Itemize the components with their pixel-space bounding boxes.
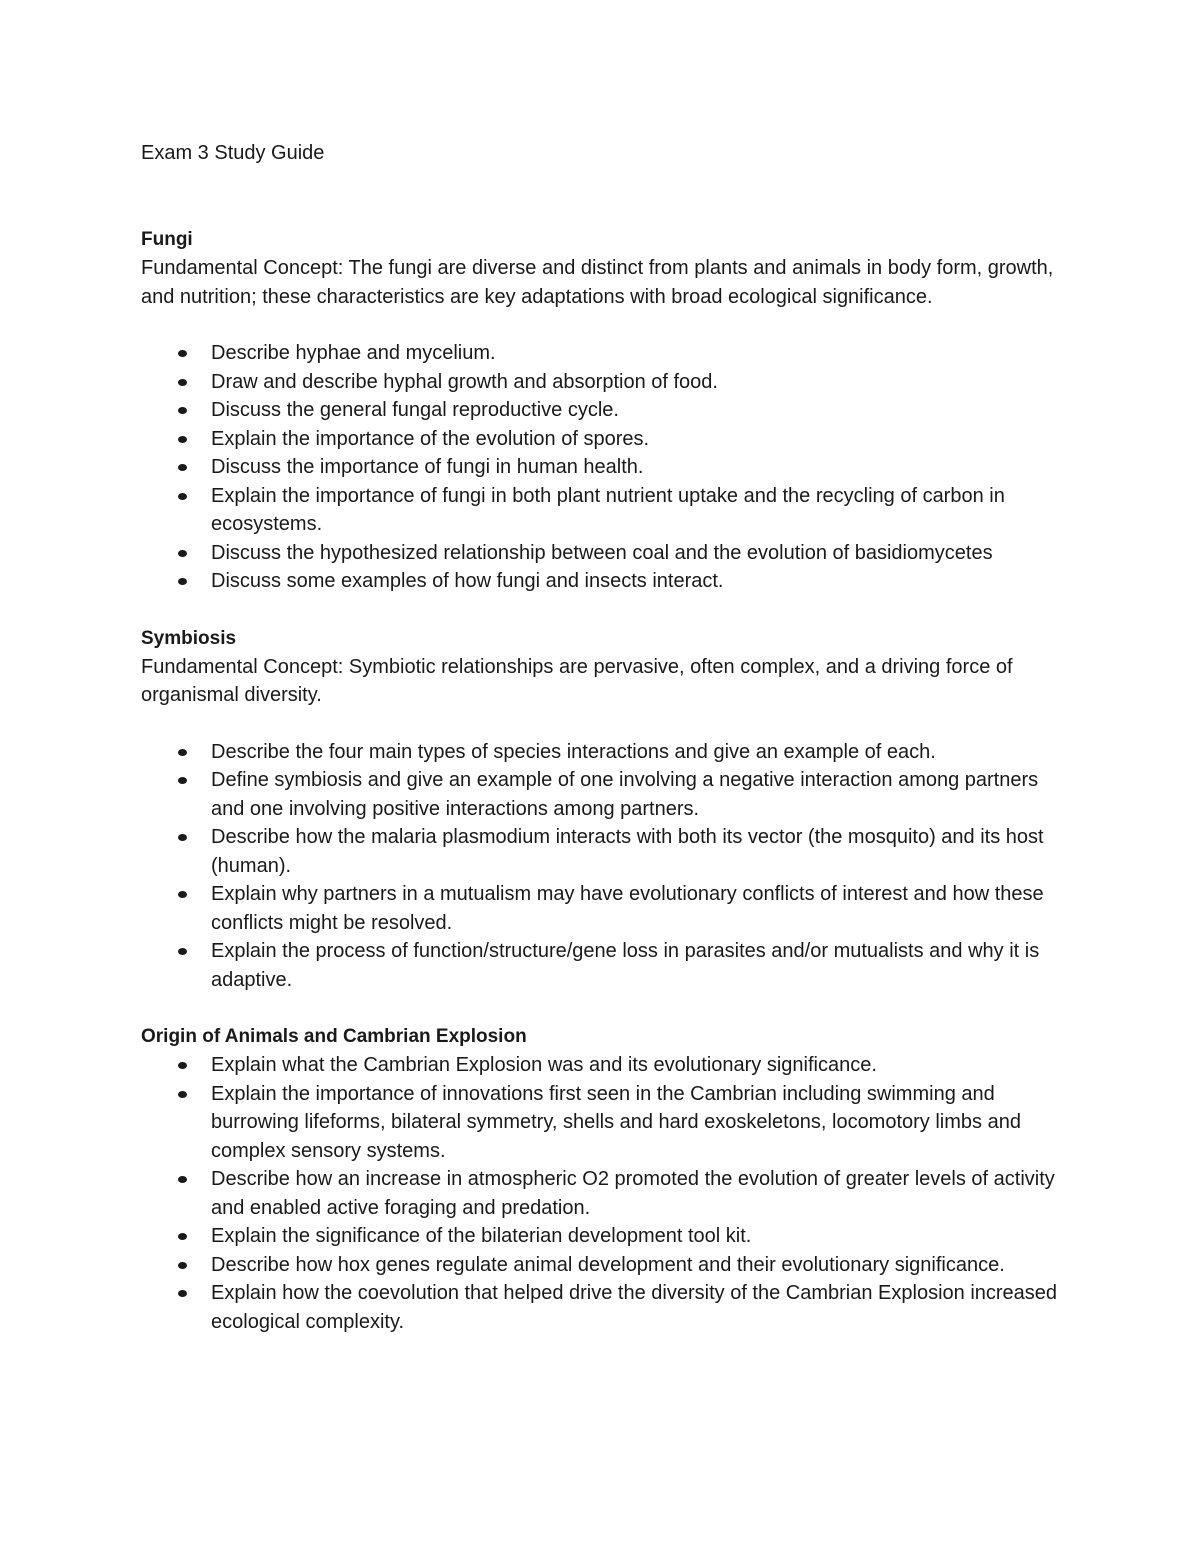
section-heading: Symbiosis [141, 627, 237, 649]
bullet-icon [178, 891, 187, 898]
list-item: Describe how hox genes regulate animal development and their evolutionary significance. [141, 1251, 1066, 1280]
list-item: Explain what the Cambrian Explosion was and its evolutionary significance. [141, 1051, 1066, 1080]
list-item: Explain the importance of fungi in both plant nutrient uptake and the recycling of carbon in ecosystems. [141, 482, 1066, 539]
bullet-icon [178, 550, 187, 557]
list-item: Describe how the malaria plasmodium interacts with both its vector (the mosquito) and its host (human). [141, 823, 1066, 880]
list-item: Explain why partners in a mutualism may have evolutionary conflicts of interest and how these conflicts might be resolved. [141, 880, 1066, 937]
list-item: Discuss the hypothesized relationship between coal and the evolution of basidiomycetes [141, 539, 1066, 568]
bullet-icon [178, 1062, 187, 1069]
section-fungi [141, 225, 1066, 596]
bullet-icon [178, 749, 187, 756]
bullet-icon [178, 493, 187, 500]
objective-list [141, 1051, 1066, 1336]
bullet-icon [178, 1233, 187, 1240]
list-item: Describe hyphae and mycelium. [141, 339, 1066, 368]
section-symbiosis [141, 624, 1066, 995]
bullet-icon [178, 948, 187, 955]
list-item: Describe how an increase in atmospheric O2 promoted the evolution of greater levels of activity and enabled active foraging and predation. [141, 1165, 1066, 1222]
bullet-icon [178, 407, 187, 414]
bullet-icon [178, 379, 187, 386]
bullet-icon [178, 464, 187, 471]
list-item: Discuss some examples of how fungi and insects interact. [141, 567, 1066, 596]
list-item: Describe the four main types of species interactions and give an example of each. [141, 738, 1066, 767]
section-heading: Origin of Animals and Cambrian Explosion [141, 1026, 527, 1047]
fundamental-concept: Fundamental Concept: The fungi are diverse and distinct from plants and animals in body form, growth, and nutrition; these characteristics are key adaptations with broad ecological significance. [141, 257, 1054, 308]
bullet-icon [178, 436, 187, 443]
list-item: Explain the importance of the evolution of spores. [141, 425, 1066, 454]
section-origin-of-animals [141, 1022, 1066, 1336]
list-item: Explain how the coevolution that helped drive the diversity of the Cambrian Explosion increased ecological complexity. [141, 1279, 1066, 1336]
bullet-icon [178, 1091, 187, 1098]
bullet-icon [178, 350, 187, 357]
list-item: Explain the significance of the bilaterian development tool kit. [141, 1222, 1066, 1251]
list-item: Draw and describe hyphal growth and absorption of food. [141, 368, 1066, 397]
list-item: Explain the process of function/structure/gene loss in parasites and/or mutualists and why it is adaptive. [141, 937, 1066, 994]
list-item: Discuss the general fungal reproductive cycle. [141, 396, 1066, 425]
page-title: Exam 3 Study Guide [141, 142, 325, 164]
bullet-icon [178, 1176, 187, 1183]
section-heading: Fungi [141, 229, 193, 250]
bullet-icon [178, 1262, 187, 1269]
bullet-icon [178, 834, 187, 841]
objective-list [141, 339, 1066, 596]
fundamental-concept: Fundamental Concept: Symbiotic relationships are pervasive, often complex, and a driving force of organismal diversity. [141, 655, 1013, 706]
list-item: Define symbiosis and give an example of one involving a negative interaction among partners and one involving positive interactions among partners. [141, 766, 1066, 823]
objective-list [141, 738, 1066, 995]
bullet-icon [178, 777, 187, 784]
document-page [141, 138, 1066, 1336]
bullet-icon [178, 578, 187, 585]
bullet-icon [178, 1290, 187, 1297]
list-item: Explain the importance of innovations first seen in the Cambrian including swimming and burrowing lifeforms, bilateral symmetry, shells and hard exoskeletons, locomotory limbs and complex sensory systems. [141, 1080, 1066, 1166]
list-item: Discuss the importance of fungi in human health. [141, 453, 1066, 482]
